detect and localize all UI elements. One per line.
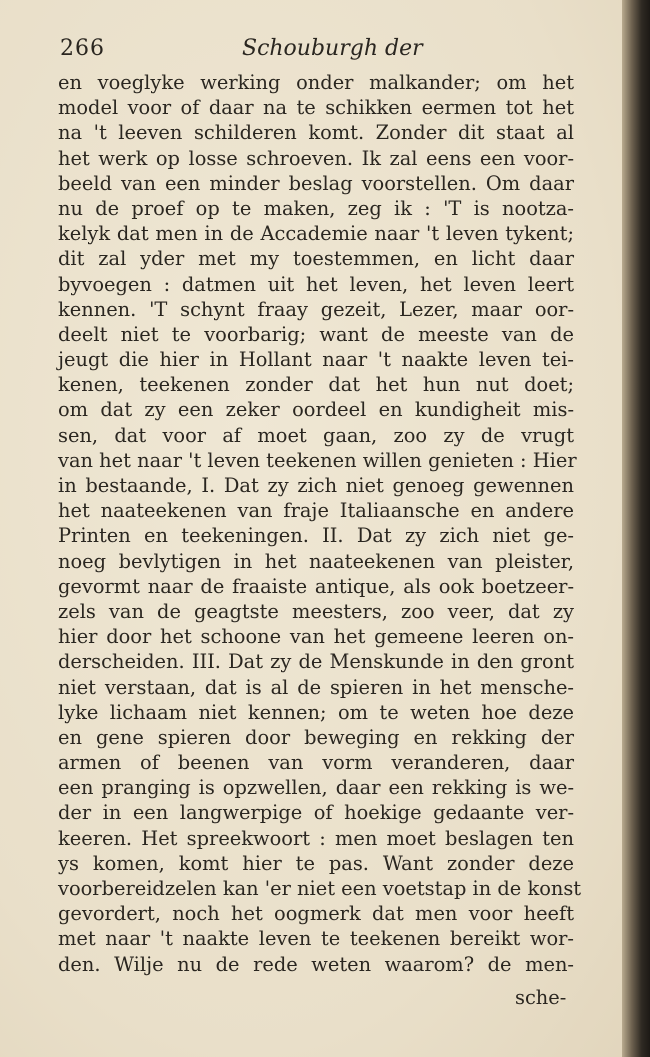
text-line: om dat zy een zeker oordeel en kundigheit mis- [58, 398, 574, 422]
text-line: een pranging is opzwellen, daar een rekking is we- [58, 776, 574, 800]
text-line: en voeglyke werking onder malkander; om het [58, 71, 574, 94]
text-line: hier door het schoone van het gemeene leeren on- [58, 625, 574, 649]
text-line: niet verstaan, dat is al de spieren in het mensche- [58, 675, 574, 699]
text-line: kenen, teekenen zonder dat het hun nut doet; [58, 373, 574, 397]
text-line: met naar 't naakte leven te teekenen bereikt wor- [58, 927, 574, 951]
text-line: voorbereidzelen kan 'er niet een voetstap in de konst [58, 877, 582, 900]
text-line: zels van de geagtste meesters, zoo veer, dat zy [58, 599, 574, 623]
text-line: het werk op losse schroeven. Ik zal eens een voor- [58, 146, 574, 170]
book-edge [622, 0, 650, 1057]
running-title: Schouburgh der [242, 36, 423, 61]
page-header [60, 36, 580, 66]
text-line: derscheiden. III. Dat zy de Menskunde in den gront [58, 650, 574, 674]
text-line: byvoegen : datmen uit het leven, het leven leert [58, 272, 574, 296]
text-line: lyke lichaam niet kennen; om te weten hoe deze [58, 700, 574, 724]
text-line: het naateekenen van fraje Italiaansche en andere [58, 499, 574, 523]
text-line: gevormt naar de fraaiste antique, als ook boetzeer- [58, 574, 574, 598]
text-line: model voor of daar na te schikken eermen tot het [58, 96, 574, 120]
text-line: kennen. 'T schynt fraay gezeit, Lezer, maar oor- [58, 297, 574, 321]
text-line: in bestaande, I. Dat zy zich niet genoeg gewennen [58, 474, 574, 497]
text-line: noeg bevlytigen in het naateekenen van pleister, [58, 549, 574, 573]
text-line: sen, dat voor af moet gaan, zoo zy de vrugt [58, 423, 574, 447]
page-number: 266 [60, 36, 105, 61]
text-line: beeld van een minder beslag voorstellen. Om daar [58, 171, 574, 195]
text-line: der in een langwerpige of hoekige gedaante ver- [58, 801, 574, 825]
text-line: ys komen, komt hier te pas. Want zonder deze [58, 851, 574, 875]
text-line: jeugt die hier in Hollant naar 't naakte leven tei- [58, 348, 574, 372]
text-line: keeren. Het spreekwoort : men moet beslagen ten [58, 826, 574, 850]
body-text [58, 70, 582, 977]
text-line: armen of beenen van vorm veranderen, daar [58, 751, 574, 775]
text-line: nu de proef op te maken, zeg ik : 'T is nootza- [58, 196, 574, 220]
text-line: kelyk dat men in de Accademie naar 't leven tykent; [58, 222, 574, 246]
text-line: den. Wilje nu de rede weten waarom? de men- [58, 952, 574, 976]
text-line: deelt niet te voorbarig; want de meeste van de [58, 322, 574, 346]
text-line: Printen en teekeningen. II. Dat zy zich niet ge- [58, 524, 574, 548]
catchword: sche- [515, 986, 567, 1009]
text-line: na 't leeven schilderen komt. Zonder dit staat al [58, 121, 574, 145]
text-line: van het naar 't leven teekenen willen genieten : Hier [58, 448, 577, 472]
text-line: dit zal yder met my toestemmen, en licht daar [58, 247, 574, 271]
text-line: en gene spieren door beweging en rekking der [58, 725, 574, 749]
text-line: gevordert, noch het oogmerk dat men voor heeft [58, 902, 574, 926]
